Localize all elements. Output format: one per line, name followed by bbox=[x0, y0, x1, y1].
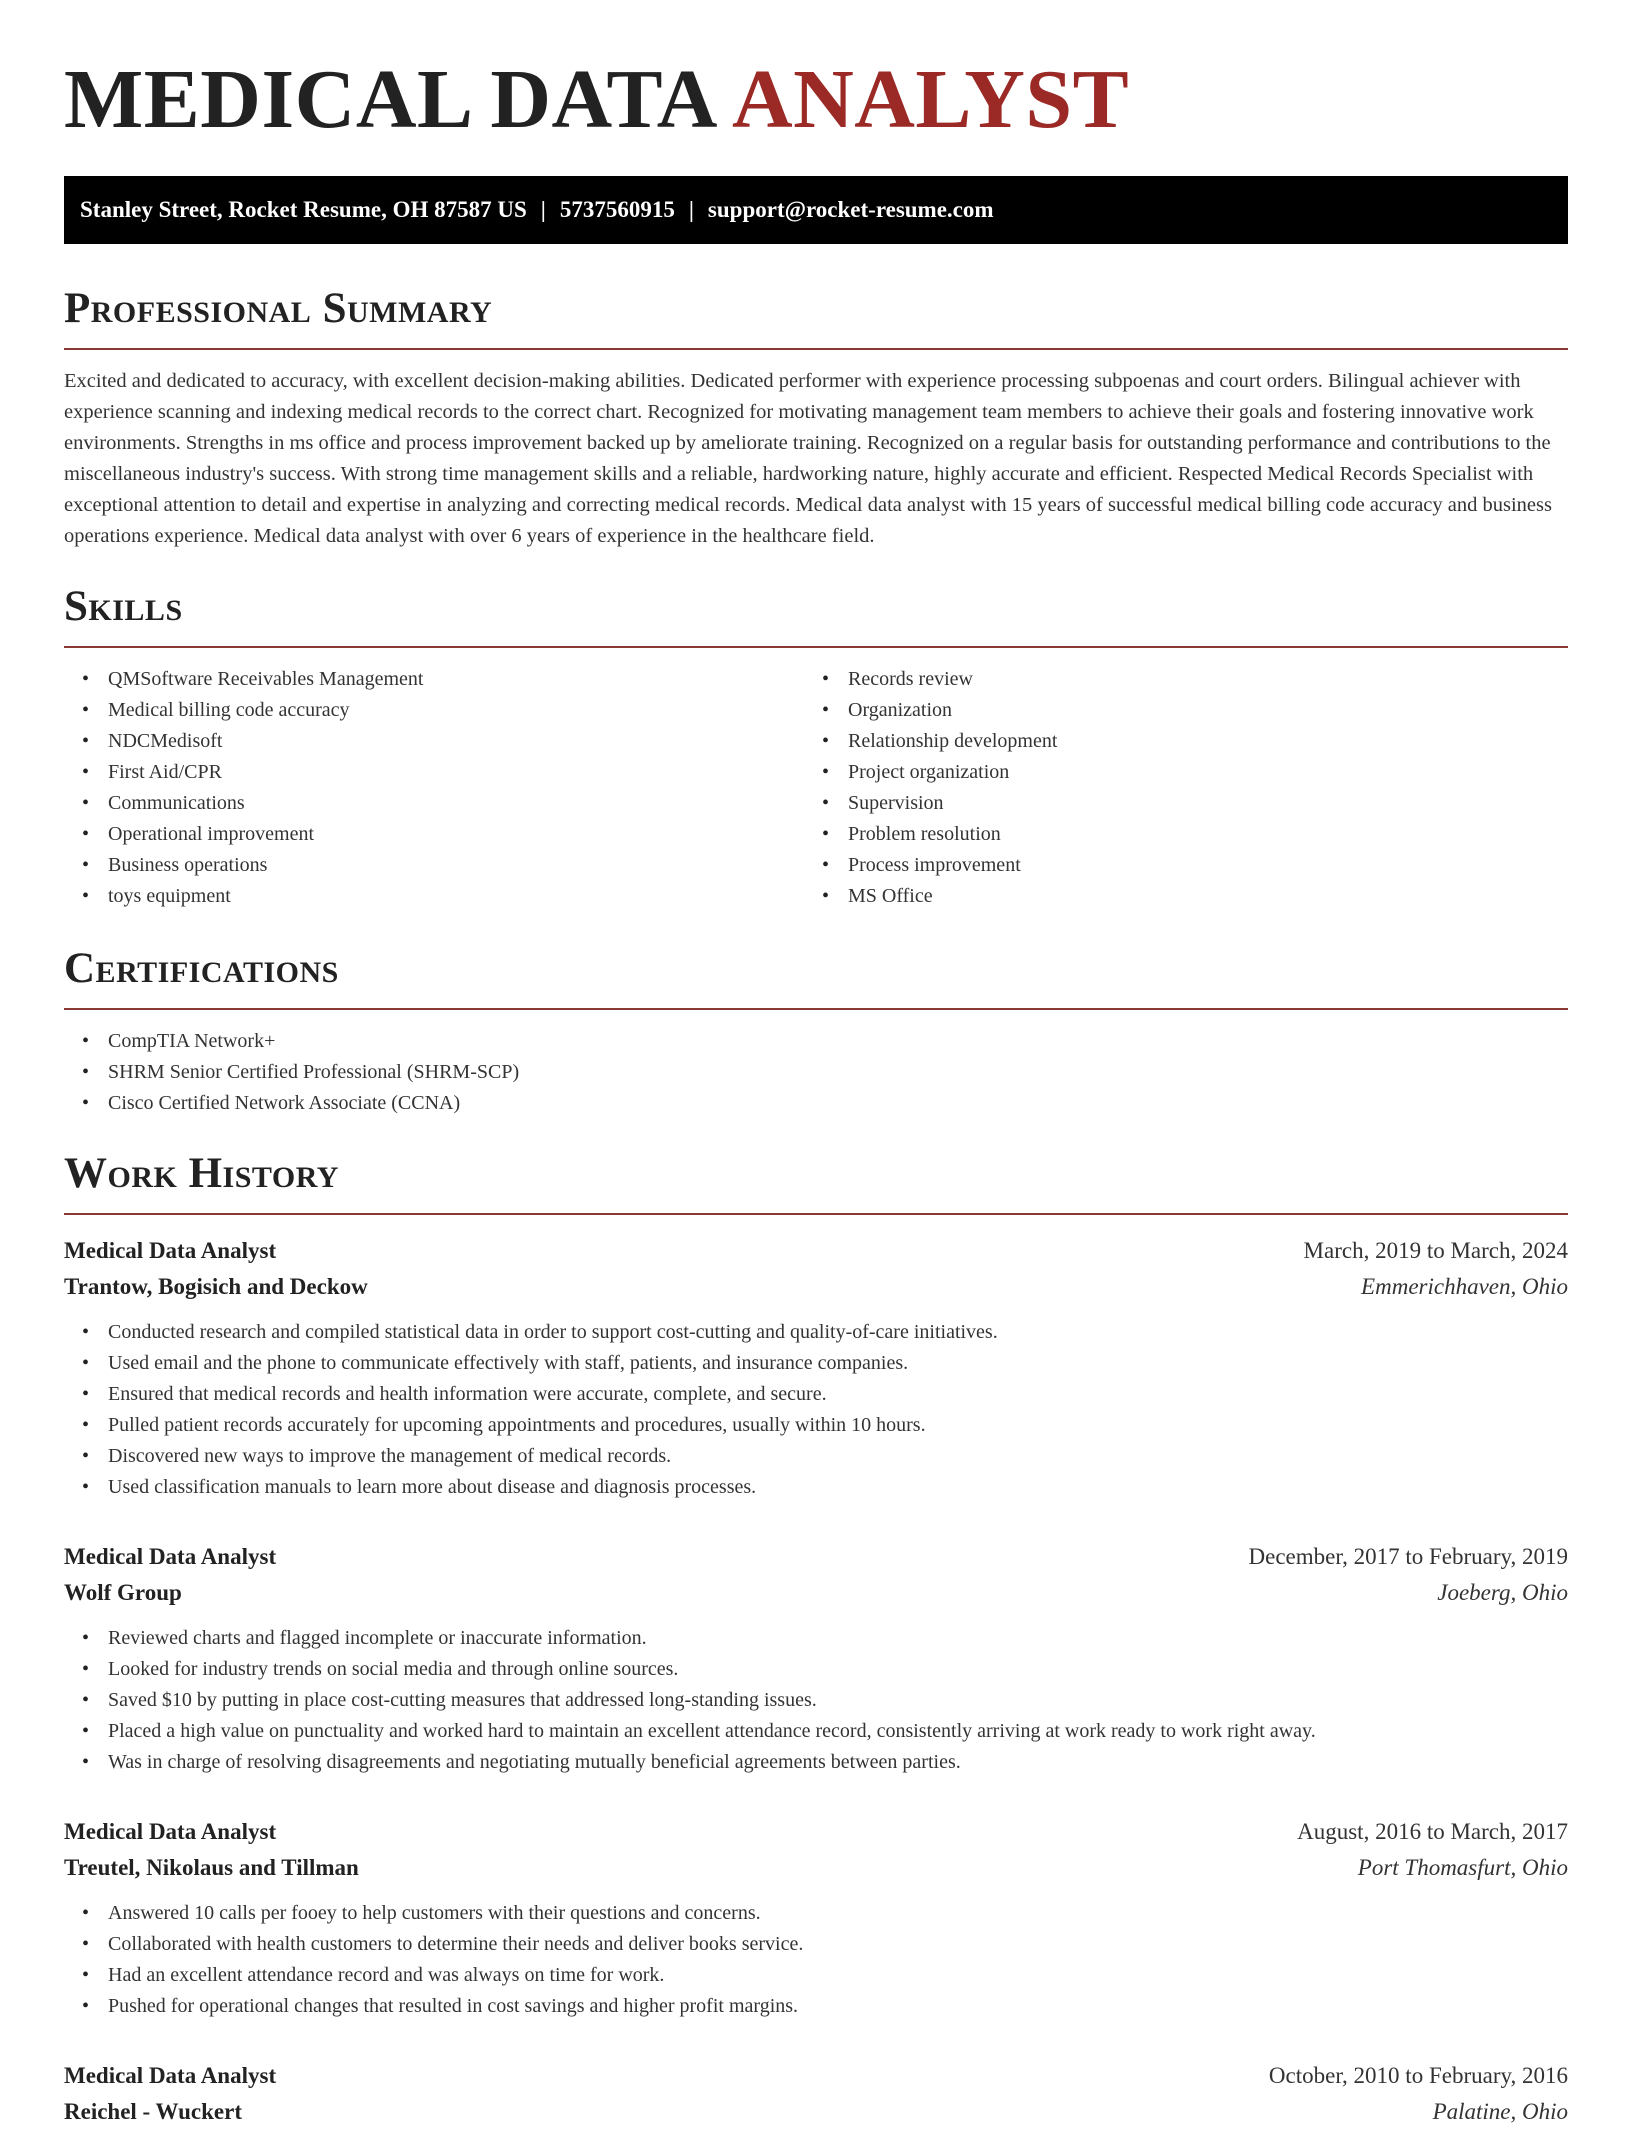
job-company-row bbox=[64, 1269, 1568, 1305]
job-dates: October, 2010 to February, 2016 bbox=[1268, 2063, 1568, 2088]
skill-item: • Supervision bbox=[804, 788, 1544, 819]
job-header-row bbox=[64, 1233, 1568, 1269]
contact-phone: 5737560915 bbox=[559, 197, 675, 222]
skill-item: • Process improvement bbox=[804, 850, 1544, 881]
job-title: Medical Data Analyst bbox=[64, 1819, 277, 1844]
job-duty: • Pushed for operational changes that resulted in cost savings and higher profit margins. bbox=[64, 1991, 1568, 2022]
contact-email: support@rocket-resume.com bbox=[707, 197, 994, 222]
job-header-row bbox=[64, 1814, 1568, 1850]
job-company-row bbox=[64, 1850, 1568, 1886]
job-duties-list bbox=[64, 1898, 1568, 2022]
job-title: Medical Data Analyst bbox=[64, 1544, 277, 1569]
job-entry bbox=[64, 2058, 1568, 2130]
job-duty: • Discovered new ways to improve the management of medical records. bbox=[64, 1441, 1568, 1472]
work-history-heading: Work History bbox=[64, 1149, 1568, 1215]
job-duty: • Saved $10 by putting in place cost-cutting measures that addressed long-standing issues. bbox=[64, 1685, 1568, 1716]
job-location: Emmerichhaven, Ohio bbox=[1361, 1274, 1568, 1299]
skill-item: • toys equipment bbox=[64, 881, 804, 912]
job-title: Medical Data Analyst bbox=[64, 1238, 277, 1263]
job-duty: • Reviewed charts and flagged incomplete or inaccurate information. bbox=[64, 1623, 1568, 1654]
skill-item: • NDCMedisoft bbox=[64, 726, 804, 757]
job-entry bbox=[64, 1539, 1568, 1778]
job-dates: December, 2017 to February, 2019 bbox=[1248, 1544, 1568, 1569]
job-duty: • Ensured that medical records and health information were accurate, complete, and secure. bbox=[64, 1379, 1568, 1410]
summary-text: Excited and dedicated to accuracy, with excellent decision-making abilities. Dedicated performer with experience processing subpoenas and court orders. Bilingual achiever with experience scanning and indexing medical records to the correct chart. Recognized for motivating management team members to achieve their goals and fostering innovative work environments. Strengths in ms office and process improvement backed up by ameliorate training. Recognized on a regular basis for outstanding performance and contributions to the miscellaneous industry's success. With strong time management skills and a reliable, hardworking nature, highly accurate and efficient. Respected Medical Records Specialist with exceptional attention to detail and expertise in analyzing and correcting medical records. Medical data analyst with 15 years of successful medical billing code accuracy and business operations experience. Medical data analyst with over 6 years of experience in the healthcare field. bbox=[64, 370, 1552, 547]
job-duty: • Placed a high value on punctuality and worked hard to maintain an excellent attendance record, consistently arriving at work ready to work right away. bbox=[64, 1716, 1568, 1747]
job-title: Medical Data Analyst bbox=[64, 2063, 277, 2088]
job-duties-list bbox=[64, 1623, 1568, 1778]
skill-item: • First Aid/CPR bbox=[64, 757, 804, 788]
skill-item: • QMSoftware Receivables Management bbox=[64, 664, 804, 695]
skill-item: • Problem resolution bbox=[804, 819, 1544, 850]
job-duty: • Collaborated with health customers to determine their needs and deliver books service. bbox=[64, 1929, 1568, 1960]
skill-item: • Communications bbox=[64, 788, 804, 819]
skills-column-left bbox=[64, 664, 804, 912]
certification-item: • Cisco Certified Network Associate (CCNA) bbox=[64, 1088, 1568, 1119]
job-company: Treutel, Nikolaus and Tillman bbox=[64, 1855, 359, 1880]
job-duty: • Was in charge of resolving disagreements and negotiating mutually beneficial agreements between parties. bbox=[64, 1747, 1568, 1778]
resume-title bbox=[64, 0, 1568, 148]
skills-list-left bbox=[64, 664, 804, 912]
job-duty: • Conducted research and compiled statistical data in order to support cost-cutting and quality-of-care initiatives. bbox=[64, 1317, 1568, 1348]
job-location: Joeberg, Ohio bbox=[1437, 1580, 1568, 1605]
job-duty: • Used email and the phone to communicate effectively with staff, patients, and insurance companies. bbox=[64, 1348, 1568, 1379]
contact-bar bbox=[64, 176, 1568, 244]
skills-column-right bbox=[804, 664, 1544, 912]
job-company-row bbox=[64, 1575, 1568, 1611]
skill-item: • Operational improvement bbox=[64, 819, 804, 850]
job-location: Palatine, Ohio bbox=[1432, 2099, 1568, 2124]
certification-item: • SHRM Senior Certified Professional (SHRM-SCP) bbox=[64, 1057, 1568, 1088]
job-company: Wolf Group bbox=[64, 1580, 182, 1605]
skill-item: • Medical billing code accuracy bbox=[64, 695, 804, 726]
job-entry bbox=[64, 1814, 1568, 2022]
certifications-list bbox=[64, 1026, 1568, 1119]
job-header-row bbox=[64, 1539, 1568, 1575]
job-duty: • Pulled patient records accurately for upcoming appointments and procedures, usually within 10 hours. bbox=[64, 1410, 1568, 1441]
skills-heading: Skills bbox=[64, 582, 1568, 648]
job-duty: • Looked for industry trends on social media and through online sources. bbox=[64, 1654, 1568, 1685]
skill-item: • Project organization bbox=[804, 757, 1544, 788]
job-duties-list bbox=[64, 1317, 1568, 1503]
skill-item: • Business operations bbox=[64, 850, 804, 881]
job-duty: • Answered 10 calls per fooey to help customers with their questions and concerns. bbox=[64, 1898, 1568, 1929]
skill-item: • Organization bbox=[804, 695, 1544, 726]
summary-heading: Professional Summary bbox=[64, 284, 1568, 350]
job-dates: August, 2016 to March, 2017 bbox=[1297, 1819, 1568, 1844]
skill-item: • MS Office bbox=[804, 881, 1544, 912]
job-company: Reichel - Wuckert bbox=[64, 2099, 243, 2124]
skills-grid bbox=[64, 664, 1568, 912]
job-dates: March, 2019 to March, 2024 bbox=[1303, 1238, 1568, 1263]
job-location: Port Thomasfurt, Ohio bbox=[1357, 1855, 1568, 1880]
job-duty: • Used classification manuals to learn more about disease and diagnosis processes. bbox=[64, 1472, 1568, 1503]
certification-item: • CompTIA Network+ bbox=[64, 1026, 1568, 1057]
job-entry bbox=[64, 1233, 1568, 1503]
skills-list-right bbox=[804, 664, 1544, 912]
job-company: Trantow, Bogisich and Deckow bbox=[64, 1274, 368, 1299]
title-accent: ANALYST bbox=[731, 53, 1130, 146]
skill-item: • Relationship development bbox=[804, 726, 1544, 757]
job-company-row bbox=[64, 2094, 1568, 2130]
job-duty: • Had an excellent attendance record and was always on time for work. bbox=[64, 1960, 1568, 1991]
title-main: MEDICAL DATA bbox=[64, 53, 718, 146]
certifications-heading: Certifications bbox=[64, 944, 1568, 1010]
skill-item: • Records review bbox=[804, 664, 1544, 695]
contact-separator: | bbox=[688, 197, 694, 222]
job-header-row bbox=[64, 2058, 1568, 2094]
contact-separator: | bbox=[540, 197, 546, 222]
contact-address: Stanley Street, Rocket Resume, OH 87587 US bbox=[80, 197, 527, 222]
